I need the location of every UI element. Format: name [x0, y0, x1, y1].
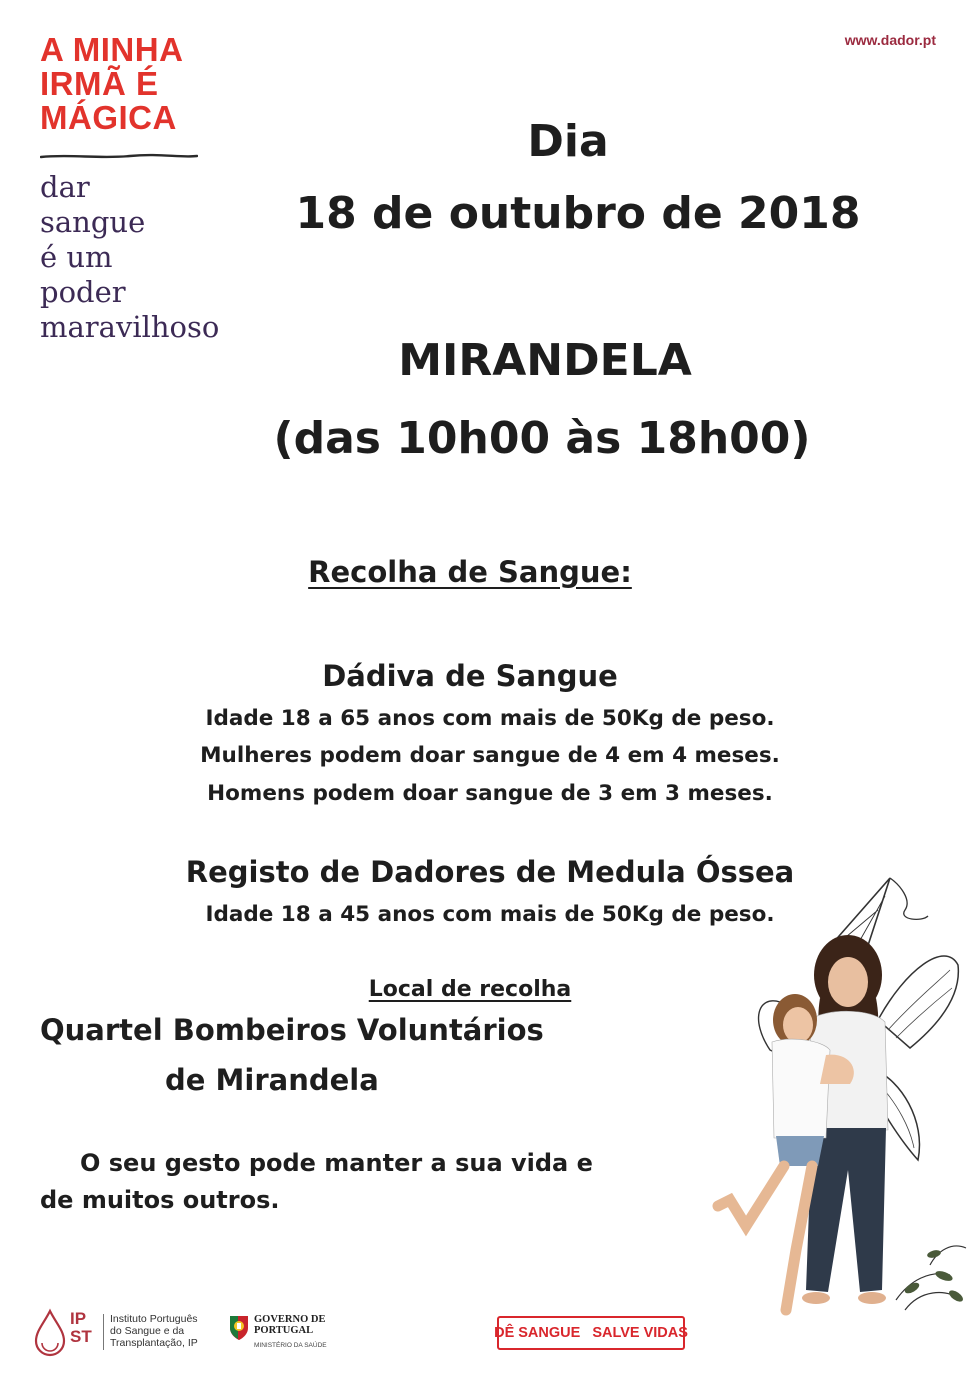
marrow-heading: Registo de Dadores de Medula Óssea [185, 855, 795, 889]
slogan-line: dar [40, 170, 90, 204]
event-hours: (das 10h00 às 18h00) [273, 413, 811, 464]
closing-message: de muitos outros. [40, 1186, 280, 1214]
donation-heading: Dádiva de Sangue [322, 659, 618, 693]
location-label: Local de recolha [368, 977, 572, 1002]
event-date: 18 de outubro de 2018 [295, 188, 861, 239]
collection-heading: Recolha de Sangue: [308, 555, 632, 589]
closing-message: O seu gesto pode manter a sua vida e [80, 1149, 593, 1177]
ipst-mark: IP ST [70, 1309, 92, 1346]
slogan-line: é um [40, 240, 113, 274]
slogan-line: maravilhoso [40, 310, 220, 344]
campaign-title-line: IRMÃ É [40, 65, 159, 102]
campaign-title [40, 33, 183, 135]
portugal-coat-of-arms-icon [228, 1312, 250, 1342]
cta-left-text: DÊ SANGUE [494, 1325, 581, 1341]
ipst-separator [103, 1314, 104, 1350]
donation-requirement: Idade 18 a 65 anos com mais de 50Kg de peso. [205, 706, 775, 731]
slogan-line: poder [40, 275, 126, 309]
campaign-title-line: A MINHA [40, 31, 184, 68]
donation-requirement: Homens podem doar sangue de 3 em 3 meses. [207, 781, 773, 806]
website-link[interactable]: www.dador.pt [844, 32, 936, 48]
campaign-slogan [40, 170, 219, 345]
location-name: de Mirandela [165, 1063, 379, 1097]
two-girls-fairy-wings-illustration [700, 870, 970, 1345]
brush-underline-icon [40, 152, 198, 162]
gov-name: GOVERNO DE PORTUGAL [254, 1314, 326, 1336]
ipst-name: Instituto Português do Sangue e da Transplantação, IP [110, 1313, 198, 1349]
cta-badge [494, 1316, 688, 1350]
slogan-line: sangue [40, 205, 146, 239]
marrow-requirement: Idade 18 a 45 anos com mais de 50Kg de peso. [205, 902, 775, 927]
campaign-title-line: MÁGICA [40, 99, 177, 136]
gov-ministry: MINISTÉRIO DA SAÚDE [254, 1342, 327, 1349]
location-name: Quartel Bombeiros Voluntários [40, 1013, 544, 1047]
cta-right-text: SALVE VIDAS [592, 1325, 688, 1341]
day-label: Dia [527, 116, 609, 167]
donation-requirement: Mulheres podem doar sangue de 4 em 4 meses. [200, 743, 780, 768]
event-city: MIRANDELA [398, 335, 692, 386]
